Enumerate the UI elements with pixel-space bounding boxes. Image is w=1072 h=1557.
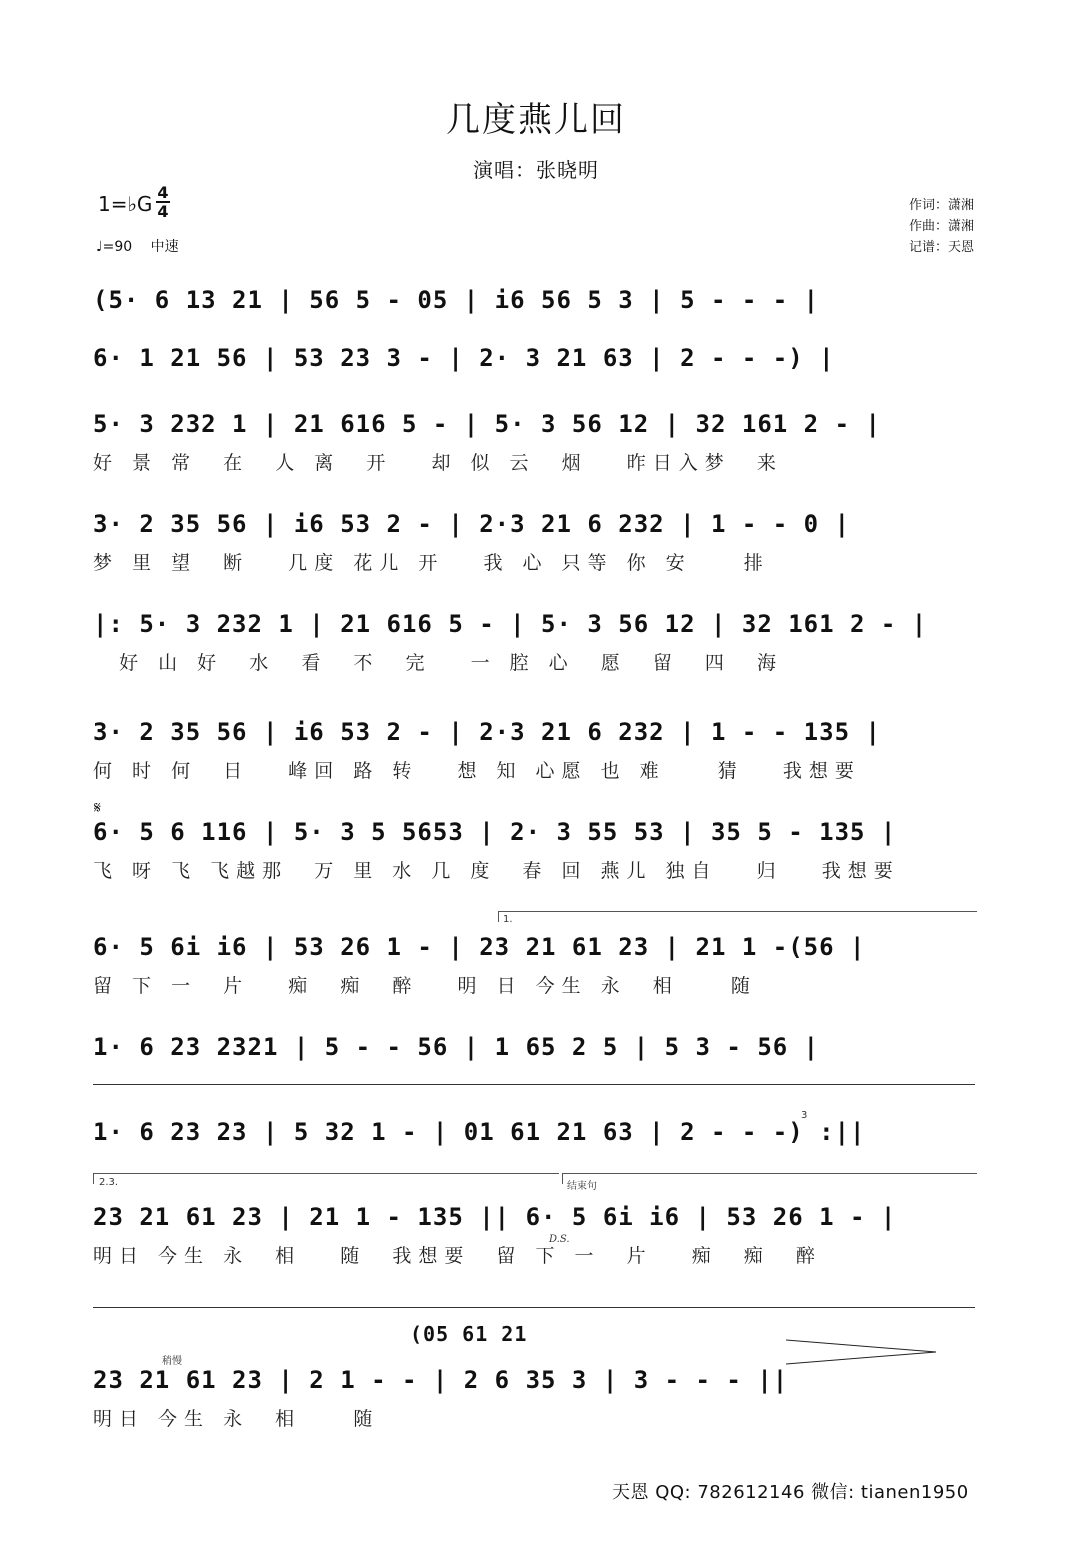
lyric-row-5: 好 山 好 水 看 不 完 一 腔 心 愿 留 四 海 bbox=[93, 652, 783, 674]
lyricist-credit: 作词：潇湘 bbox=[908, 198, 974, 213]
segno-sign: 𝄋 bbox=[94, 798, 101, 817]
time-signature-denominator: 4 bbox=[157, 202, 169, 221]
footer-contact: 天恩 QQ: 782612146 微信: tianen1950 bbox=[612, 1482, 969, 1503]
notation-row-4: 3· 2 35 56 | i6 53 2 - | 2·3 21 6 232 | 1 - - 0 | bbox=[93, 510, 851, 538]
notation-row-8: 6· 5 6i i6 | 53 26 1 - | 23 21 61 23 | 21 1 -(56 | bbox=[93, 933, 866, 961]
first-ending-label: 1. bbox=[503, 914, 513, 925]
notation-row-9: 1· 6 23 2321 | 5 - - 56 | 1 65 2 5 | 5 3 - 56 | bbox=[93, 1033, 820, 1061]
time-signature-numerator: 4 bbox=[157, 183, 169, 202]
tuplet-mark: 3 bbox=[801, 1110, 808, 1121]
coda-bracket bbox=[562, 1173, 977, 1184]
tempo-marking bbox=[96, 236, 179, 256]
counter-melody: (05 61 21 bbox=[410, 1322, 528, 1346]
first-ending-bracket bbox=[498, 911, 977, 922]
lyric-row-7: 飞 呀 飞 飞越那 万 里 水 几 度 春 回 燕儿 独自 归 我想要 bbox=[93, 860, 900, 882]
credits-block bbox=[909, 195, 974, 258]
notation-row-6: 3· 2 35 56 | i6 53 2 - | 2·3 21 6 232 | 1 - - 135 | bbox=[93, 718, 881, 746]
tempo-term: 中速 bbox=[150, 239, 179, 255]
lyric-row-11: 明日 今生 永 相 随 我想要 留 下 一 片 痴 痴 醉 bbox=[93, 1245, 822, 1267]
second-ending-label: 2.3. bbox=[99, 1177, 119, 1188]
lyric-row-6: 何 时 何 日 峰回 路 转 想 知 心愿 也 难 猜 我想要 bbox=[93, 760, 861, 782]
notation-row-3: 5· 3 232 1 | 21 616 5 - | 5· 3 56 12 | 32 161 2 - | bbox=[93, 410, 881, 438]
lyric-row-12: 明日 今生 永 相 随 bbox=[93, 1408, 380, 1430]
coda-label: 结束句 bbox=[567, 1181, 597, 1192]
time-signature bbox=[156, 184, 170, 220]
slow-mark: 稍慢 bbox=[162, 1356, 182, 1367]
notation-row-10: 1· 6 23 23 | 5 32 1 - | 01 61 21 63 | 2 - - -) :|| bbox=[93, 1118, 866, 1146]
composer-credit: 作曲：潇湘 bbox=[908, 219, 974, 234]
second-ending-bracket bbox=[93, 1173, 559, 1184]
transcriber-credit: 记谱：天恩 bbox=[908, 240, 974, 255]
song-title: 几度燕儿回 bbox=[446, 100, 626, 140]
lyric-row-4: 梦 里 望 断 几度 花儿 开 我 心 只等 你 安 排 bbox=[93, 552, 770, 574]
first-ending-line bbox=[93, 1084, 975, 1085]
notation-row-7: 6· 5 6 116 | 5· 3 5 5653 | 2· 3 55 53 | 35 5 - 135 | bbox=[93, 818, 897, 846]
notation-row-12: 23 21 61 23 | 2 1 - - | 2 6 35 3 | 3 - - - || bbox=[93, 1366, 789, 1394]
notation-row-5: |: 5· 3 232 1 | 21 616 5 - | 5· 3 56 12 | 32 161 2 - | bbox=[93, 610, 928, 638]
lyric-row-8: 留 下 一 片 痴 痴 醉 明 日 今生 永 相 随 bbox=[93, 975, 757, 997]
lyric-row-3: 好 景 常 在 人 离 开 却 似 云 烟 昨日入梦 来 bbox=[93, 452, 783, 474]
singer-credit: 演唱：张晓明 bbox=[473, 158, 599, 182]
coda-line bbox=[93, 1307, 975, 1308]
dal-segno-mark: D.S. bbox=[549, 1234, 570, 1245]
notation-row-11: 23 21 61 23 | 21 1 - 135 || 6· 5 6i i6 | 53 26 1 - | bbox=[93, 1203, 897, 1231]
notation-row-1: (5· 6 13 21 | 56 5 - 05 | i6 56 5 3 | 5 - - - | bbox=[93, 286, 820, 314]
key-signature: 1=♭G bbox=[98, 192, 153, 216]
notation-row-2: 6· 1 21 56 | 53 23 3 - | 2· 3 21 63 | 2 - - -) | bbox=[93, 344, 835, 372]
tempo-mark: ♩=90 bbox=[96, 239, 133, 255]
